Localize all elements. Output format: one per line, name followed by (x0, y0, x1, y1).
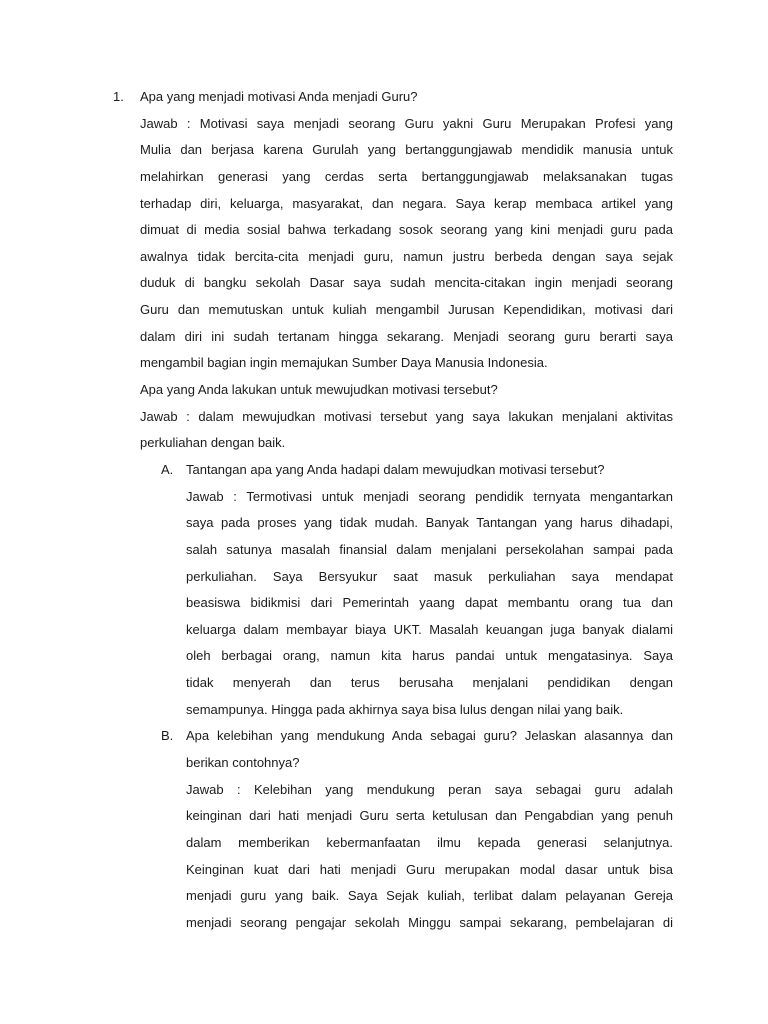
text-line: menjadi guru yang baik. Saya Sejak kuliah, terlibat dalam pelayanan Gereja (186, 888, 673, 904)
sublist-item-body (186, 723, 673, 936)
text-line: oleh berbagai orang, namun kita harus pandai untuk mengatasinya. Saya (186, 648, 673, 664)
text-line: semampunya. Hingga pada akhirnya saya bisa lulus dengan nilai yang baik. (186, 701, 624, 717)
text-line: keluarga dalam membayar biaya UKT. Masalah keuangan juga banyak dialami (186, 621, 673, 637)
text-line: berikan contohnya? (186, 755, 300, 771)
text-line: terhadap diri, keluarga, masyarakat, dan negara. Saya kerap membaca artikel yang (140, 195, 673, 211)
text-line: Keinginan kuat dari hati menjadi Guru merupakan modal dasar untuk bisa (186, 861, 673, 877)
text-line: salah satunya masalah finansial dalam menjalani persekolahan sampai pada (186, 541, 673, 557)
question-paragraph (186, 723, 673, 776)
text-line: saya pada proses yang tidak mudah. Banyak Tantangan yang harus dihadapi, (186, 515, 673, 531)
list-item-body (140, 84, 673, 937)
answer-paragraph (186, 484, 673, 724)
text-line: menjadi seorang pengajar sekolah Minggu sampai sekarang, pembelajaran di (186, 914, 673, 930)
text-line: keinginan dari hati menjadi Guru serta ketulusan dan Pengabdian yang penuh (186, 808, 673, 824)
text-line: Jawab : Kelebihan yang mendukung peran saya sebagai guru adalah (186, 781, 673, 797)
text-line: Apa yang Anda lakukan untuk mewujudkan motivasi tersebut? (140, 382, 498, 398)
answer-paragraph (140, 111, 673, 377)
text-line: Tantangan apa yang Anda hadapi dalam mewujudkan motivasi tersebut? (186, 461, 605, 477)
sublist-item (140, 723, 673, 936)
answer-paragraph (186, 777, 673, 937)
sublist-marker: B. (161, 728, 174, 744)
text-line: dalam diri ini sudah tertanam hingga sekarang. Menjadi seorang guru berarti saya (140, 328, 673, 344)
sublist-marker: A. (161, 461, 174, 477)
question-paragraph (140, 377, 673, 404)
text-line: mengambil bagian ingin memajukan Sumber Daya Manusia Indonesia. (140, 355, 548, 371)
sublist-item (140, 457, 673, 723)
text-line: dimuat di media sosial bahwa terkadang sosok seorang yang kini menjadi guru pada (140, 222, 673, 238)
text-line: perkuliahan dengan baik. (140, 435, 286, 451)
text-line: awalnya tidak bercita-cita menjadi guru, namun justru berbeda dengan saya sejak (140, 248, 673, 264)
text-line: Mulia dan berjasa karena Gurulah yang bertanggungjawab mendidik manusia untuk (140, 142, 673, 158)
text-line: melahirkan generasi yang cerdas serta bertanggungjawab melaksanakan tugas (140, 168, 673, 184)
text-line: beasiswa bidikmisi dari Pemerintah yaang dapat membantu orang tua dan (186, 595, 673, 611)
text-line: tidak menyerah dan terus berusaha menjalani pendidikan dengan (186, 675, 673, 691)
sublist-item-body (186, 457, 673, 723)
text-line: Apa yang menjadi motivasi Anda menjadi Guru? (140, 89, 418, 104)
question-paragraph (186, 457, 673, 484)
text-line: Jawab : dalam mewujudkan motivasi tersebut yang saya lakukan menjalani aktivitas (140, 408, 673, 424)
text-line: perkuliahan. Saya Bersyukur saat masuk perkuliahan saya mendapat (186, 568, 673, 584)
list-item (0, 84, 768, 937)
document-content (0, 84, 768, 937)
question-paragraph (140, 84, 673, 111)
text-line: dalam memberikan kebermanfaatan ilmu kepada generasi selanjutnya. (186, 834, 673, 850)
text-line: Guru dan memutuskan untuk kuliah mengambil Jurusan Kependidikan, motivasi dari (140, 302, 673, 318)
text-line: Jawab : Motivasi saya menjadi seorang Guru yakni Guru Merupakan Profesi yang (140, 115, 673, 131)
text-line: duduk di bangku sekolah Dasar saya sudah mencita-citakan ingin menjadi seorang (140, 275, 673, 291)
text-line: Jawab : Termotivasi untuk menjadi seorang pendidik ternyata mengantarkan (186, 488, 673, 504)
text-line: Apa kelebihan yang mendukung Anda sebagai guru? Jelaskan alasannya dan (186, 728, 673, 744)
answer-paragraph (140, 404, 673, 457)
list-marker: 1. (113, 89, 124, 104)
